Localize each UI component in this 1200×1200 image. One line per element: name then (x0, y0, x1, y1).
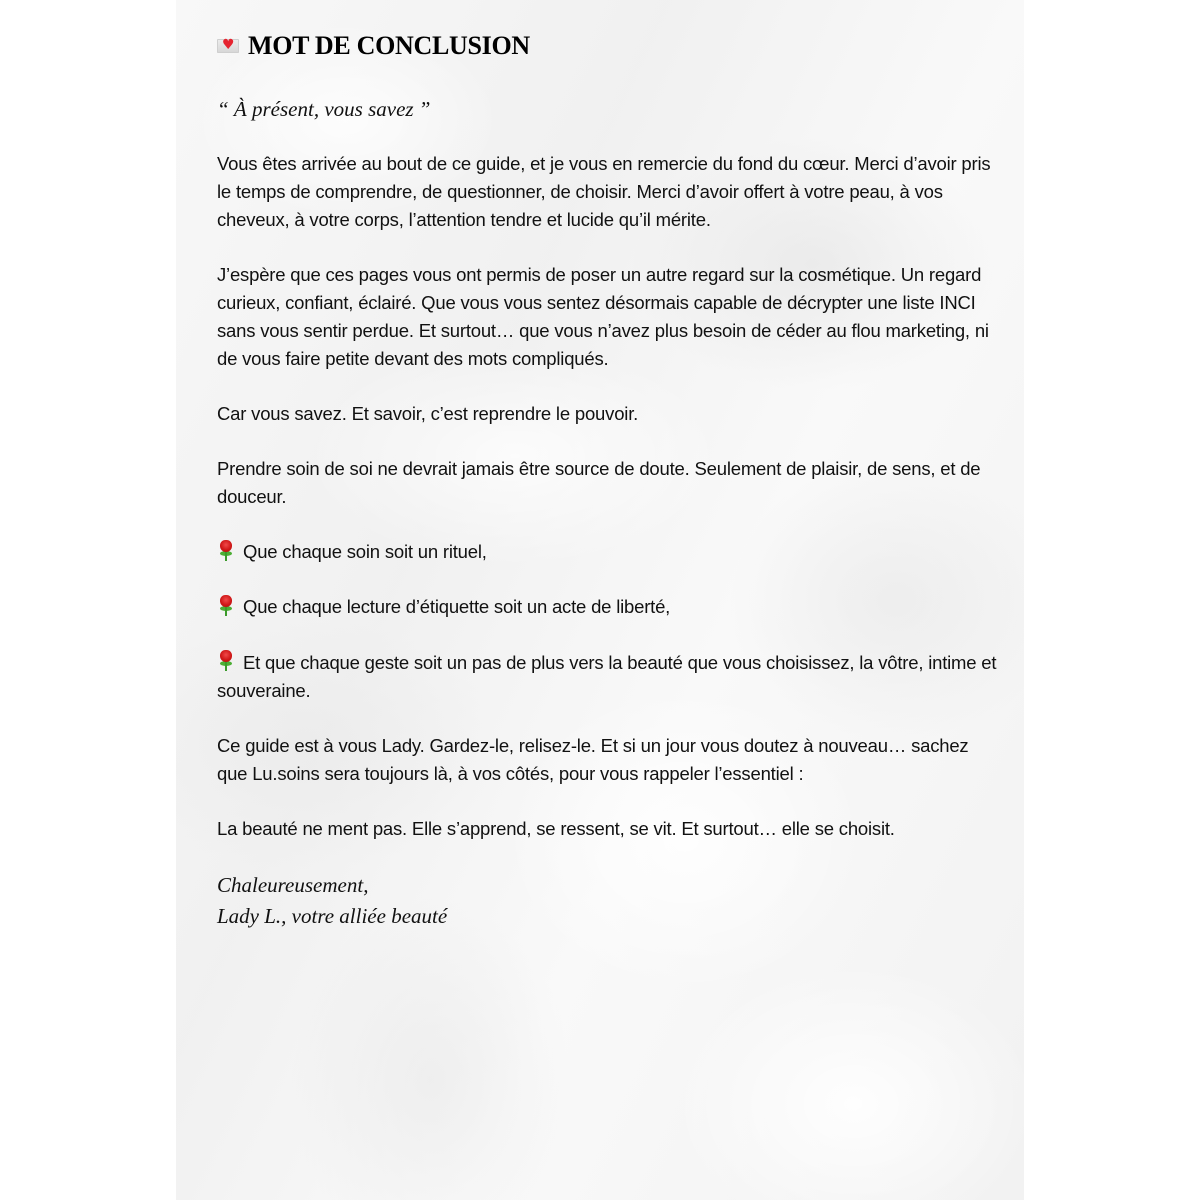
signature-name: Lady L., votre alliée beauté (217, 904, 448, 928)
paragraph-self-care: Prendre soin de soi ne devrait jamais être source de doute. Seulement de plaisir, de sens, et de douceur. (217, 458, 981, 507)
signature-greeting: Chaleureusement, (217, 873, 369, 897)
bullet-text: Que chaque soin soit un rituel, (243, 541, 487, 562)
signature (217, 870, 997, 932)
bullet-text: Que chaque lecture d’étiquette soit un acte de liberté, (243, 596, 671, 617)
bullet-text: Et que chaque geste soit un pas de plus vers la beauté que vous choisissez, la vôtre, intime et souveraine. (217, 652, 997, 701)
subtitle-quote: “ À présent, vous savez ” (217, 97, 431, 121)
page-title-text: MOT DE CONCLUSION (248, 31, 530, 60)
page-title (217, 28, 997, 64)
rose-icon (217, 648, 235, 674)
paragraph-beauty-choice: La beauté ne ment pas. Elle s’apprend, se ressent, se vit. Et surtout… elle se choisit. (217, 818, 895, 839)
paragraph-knowledge: Car vous savez. Et savoir, c’est reprendre le pouvoir. (217, 403, 639, 424)
paragraph-guide-yours: Ce guide est à vous Lady. Gardez-le, relisez-le. Et si un jour vous doutez à nouveau… sachez que Lu.soins sera toujours là, à vos côtés, pour vous rappeler l’essentiel : (217, 735, 969, 784)
love-letter-icon (217, 39, 239, 53)
paragraph-hope: J’espère que ces pages vous ont permis de poser un autre regard sur la cosmétique. Un regard curieux, confiant, éclairé. Que vous vous sentez désormais capable de décrypter une liste INCI sans vous sentir perdue. Et surtout… que vous n’avez plus besoin de céder au flou marketing, ni de vous faire petite devant des mots compliqués. (217, 264, 989, 369)
bullet-item (217, 538, 997, 566)
rose-icon (217, 593, 235, 619)
paragraph-thanks: Vous êtes arrivée au bout de ce guide, et je vous en remercie du fond du cœur. Merci d’avoir pris le temps de comprendre, de questionner, de choisir. Merci d’avoir offert à votre peau, à vos cheveux, à votre corps, l’attention tendre et lucide qu’il mérite. (217, 153, 991, 230)
document-page (176, 0, 1024, 1200)
bullet-item (217, 648, 997, 705)
rose-icon (217, 538, 235, 564)
page-content (217, 28, 997, 932)
bullet-item (217, 593, 997, 621)
